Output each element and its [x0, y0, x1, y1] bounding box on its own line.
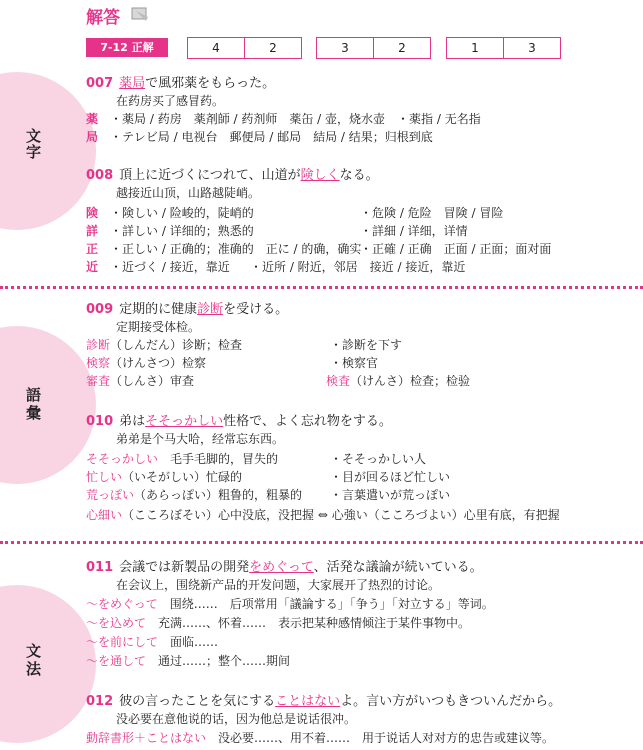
- grammar-head: ～を通して: [86, 654, 147, 668]
- vocab-meaning: （いそがしい）忙碌的: [122, 470, 243, 484]
- translation: 在会议上，围绕新产品的开发问题，大家展开了热烈的讨论。: [116, 578, 441, 592]
- vocab-head: 忙しい: [86, 470, 123, 484]
- grammar-row: [86, 633, 218, 650]
- answer-badge: 7-12 正解: [86, 38, 168, 57]
- answer-cell: 3: [503, 38, 560, 58]
- vocab-row: [86, 336, 242, 353]
- target-word: をめぐって: [249, 560, 314, 575]
- answer-cell: 2: [373, 38, 430, 58]
- question-008: [86, 164, 379, 183]
- answer-cell: 3: [341, 41, 349, 55]
- kanji-words: ・テレビ局 / 电视台 郵便局 / 邮局 結局 / 结果；归根到底: [110, 130, 433, 144]
- section-divider: [0, 541, 643, 544]
- kanji-head: 険: [86, 206, 99, 220]
- question-number: 012: [86, 694, 114, 709]
- kanji-row: [86, 128, 433, 145]
- answer-cell: 4: [212, 41, 220, 55]
- vocab-row: [86, 354, 206, 371]
- grammar-head: 動辞書形＋ことはない: [86, 731, 207, 745]
- grammar-head: ～を前にして: [86, 635, 159, 649]
- question-number: 010: [86, 414, 114, 429]
- vocab-example: ・言葉遣いが荒っぽい: [330, 488, 451, 502]
- question-number: 007: [86, 76, 114, 91]
- grammar-meaning: 围绕…… 后项常用「議論する」「争う」「対立する」等词。: [157, 597, 494, 611]
- section-circle-bunpo: [0, 585, 96, 743]
- grammar-row: [86, 595, 494, 612]
- sentence-text: 定期的に健康: [119, 302, 198, 317]
- kanji-words-right: ・近所 / 附近，邻居 接近 / 接近，靠近: [250, 260, 466, 274]
- sentence-text: 、活発な議論が続いている。: [313, 560, 483, 575]
- translation: 没必要在意他说的话，因为他总是说话很冲。: [116, 712, 357, 726]
- kanji-head: 詳: [86, 224, 99, 238]
- section-label-bunpo: 文法: [26, 642, 42, 678]
- vocab-head: そそっかしい: [86, 452, 159, 466]
- sentence-text: 弟は: [119, 414, 146, 429]
- vocab-row: [86, 506, 560, 523]
- question-number: 009: [86, 302, 114, 317]
- kanji-row: [86, 240, 361, 257]
- vocab-meaning: 毛手毛脚的，冒失的: [158, 452, 279, 466]
- answer-group-3: [446, 37, 561, 59]
- translation: 弟弟是个马大哈，经常忘东西。: [116, 432, 285, 446]
- target-word: 診断: [197, 302, 224, 317]
- sentence-text: を受ける。: [223, 302, 289, 317]
- vocab-row: [86, 468, 242, 485]
- question-010: [86, 410, 392, 429]
- kanji-words: ・詳しい / 详细的；熟悉的: [110, 224, 254, 238]
- kanji-words: ・薬局 / 药房 薬剤師 / 药剂师 薬缶 / 壶，烧水壶 ・薬指 / 无名指: [110, 112, 481, 126]
- sentence-text: 頂上に近づくにつれて、山道が: [119, 168, 301, 183]
- section-circle-goi: [0, 326, 96, 484]
- vocab-row: [86, 372, 194, 389]
- vocab-example: ・検察官: [330, 356, 379, 370]
- answer-group-1: [187, 37, 302, 59]
- vocab-row-right: [326, 372, 470, 389]
- target-word: そそっかしい: [145, 414, 224, 429]
- vocab-head: 心細い: [86, 508, 123, 522]
- grammar-meaning: 没必要……、用不着…… 用于说话人对对方的忠告或建议等。: [206, 731, 555, 745]
- question-012: [86, 690, 561, 709]
- target-word: 険しく: [300, 168, 340, 183]
- kanji-head: 近: [86, 260, 99, 274]
- kanji-words-right: ・正確 / 正确 正面 / 正面；面对面: [360, 242, 552, 256]
- section-circle-moji: [0, 72, 99, 230]
- kanji-head: 局: [86, 130, 99, 144]
- vocab-example: ・診断を下す: [330, 338, 403, 352]
- grammar-head: ～をめぐって: [86, 597, 158, 611]
- kanji-words: ・近づく / 接近，靠近: [110, 260, 230, 274]
- vocab-meaning: （こころぼそい）心中没底，没把握 ⇔ 心強い（こころづよい）心里有底，有把握: [122, 508, 560, 522]
- vocab-meaning: （けんさ）检查；检验: [350, 374, 471, 388]
- kanji-head: 薬: [86, 112, 99, 126]
- vocab-head: 検査: [326, 374, 351, 388]
- grammar-head: ～を込めて: [86, 616, 147, 630]
- target-word: 薬局: [119, 76, 146, 91]
- translation: 定期接受体检。: [116, 320, 201, 334]
- section-label-moji: 文字: [26, 127, 42, 161]
- vocab-meaning: （けんさつ）检察: [110, 356, 207, 370]
- kanji-words-right: ・危険 / 危险 冒険 / 冒险: [360, 206, 504, 220]
- translation: 越接近山顶，山路越陡峭。: [116, 186, 261, 200]
- question-number: 008: [86, 168, 114, 183]
- vocab-head: 荒っぽい: [86, 488, 135, 502]
- grammar-meaning: 充满……、怀着…… 表示把某种感情倾注于某件事物中。: [146, 616, 471, 630]
- sentence-text: で風邪薬をもらった。: [145, 76, 276, 91]
- grammar-row: [86, 614, 470, 631]
- kanji-row: [86, 258, 230, 275]
- vocab-example: ・目が回るほど忙しい: [330, 470, 451, 484]
- grammar-meaning: 通过……；整个……期间: [146, 654, 291, 668]
- kanji-row: [86, 110, 481, 127]
- section-label-goi: 語彙: [26, 386, 42, 422]
- grammar-meaning: 面临……: [158, 635, 219, 649]
- vocab-meaning: （しんだん）诊断；检查: [110, 338, 243, 352]
- kanji-words: ・正しい / 正确的；准确的 正に / 的确，确实: [110, 242, 362, 256]
- grammar-row: [86, 652, 290, 669]
- vocab-row: [86, 486, 302, 503]
- question-009: [86, 298, 288, 317]
- grammar-row: [86, 729, 554, 746]
- sentence-text: 彼の言ったことを気にする: [119, 694, 276, 709]
- page-title: 解答: [86, 8, 120, 28]
- vocab-meaning: （あらっぽい）粗鲁的，粗暴的: [134, 488, 303, 502]
- vocab-head: 検察: [86, 356, 111, 370]
- kanji-head: 正: [86, 242, 99, 256]
- vocab-head: 審査: [86, 374, 111, 388]
- sentence-text: 会議では新製品の開発: [119, 560, 250, 575]
- translation: 在药房买了感冒药。: [116, 94, 225, 108]
- kanji-words: ・険しい / 险峻的，陡峭的: [110, 206, 254, 220]
- answer-cell: 2: [244, 38, 301, 58]
- sentence-text: よ。言い方がいつもきついんだから。: [340, 694, 562, 709]
- vocab-example: ・そそっかしい人: [330, 452, 427, 466]
- question-007: [86, 72, 275, 91]
- question-number: 011: [86, 560, 114, 575]
- sentence-text: なる。: [339, 168, 379, 183]
- kanji-row: [86, 204, 254, 221]
- vocab-row: [86, 450, 278, 467]
- answer-cell: 1: [471, 41, 479, 55]
- pencil-decoration-icon: [130, 5, 152, 23]
- kanji-row: [86, 222, 254, 239]
- answer-group-2: [316, 37, 431, 59]
- vocab-head: 診断: [86, 338, 111, 352]
- vocab-meaning: （しんさ）审查: [110, 374, 195, 388]
- target-word: ことはない: [275, 694, 341, 709]
- section-divider: [0, 286, 643, 289]
- question-011: [86, 556, 483, 575]
- sentence-text: 性格で、よく忘れ物をする。: [223, 414, 392, 429]
- kanji-words-right: ・詳細 / 详细，详情: [360, 224, 468, 238]
